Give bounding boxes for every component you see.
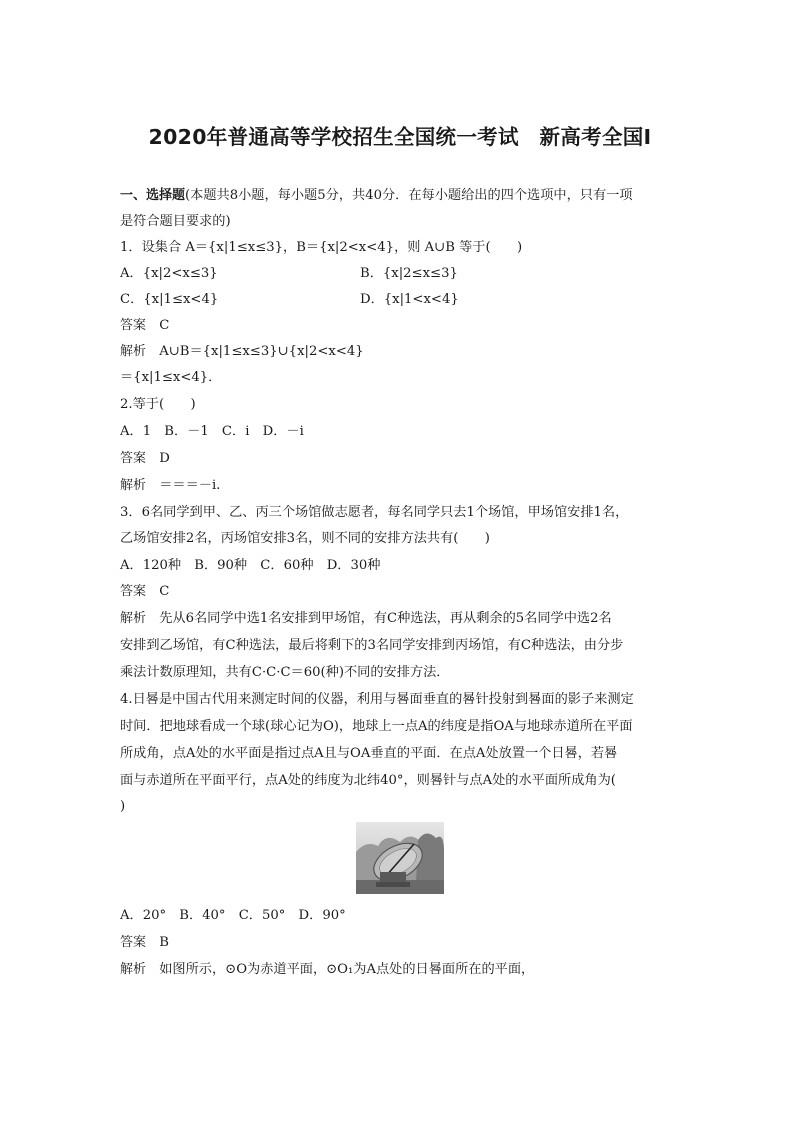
q3-stem-line-2: 乙场馆安排2名，丙场馆安排3名，则不同的安排方法共有( ) [120,531,490,546]
q1-option-d: D．{x|1<x<4} [360,292,459,307]
q3-analysis-line-2: 安排到乙场馆，有C种选法，最后将剩下的3名同学安排到丙场馆，有C种选法，由分步 [120,638,624,653]
q4-answer-line [120,934,169,952]
q3-answer-label: 答案 [120,584,147,599]
q1-answer-line [120,317,169,335]
q1-analysis-line-2: ＝{x|1≤x<4}． [120,370,222,385]
q4-stem-line-4: 面与赤道所在平面平行，点A处的纬度为北纬40°，则晷针与点A处的水平面所成角为( [120,773,616,788]
q1-option-row-1 [120,265,218,283]
q4-analysis-label: 解析 [120,962,147,977]
q4-stem-line-3: 所成角，点A处的水平面是指过点A且与OA垂直的平面．在点A处放置一个日晷，若晷 [120,746,618,761]
q3-analysis-label: 解析 [120,611,147,626]
sundial-illustration [356,822,444,894]
q3-answer-line [120,583,169,601]
q4-options: A．20° B．40° C．50° D．90° [120,908,346,923]
q2-analysis-label: 解析 [120,478,147,493]
q4-stem-line-5: ) [120,799,126,814]
q3-analysis-line-1: 解析 先从6名同学中选1名安排到甲场馆，有C种选法，再从剩余的5名同学中选2名 [120,611,612,626]
q1-analysis-line-1: 解析 A∪B＝{x|1≤x≤3}∪{x|2<x<4} [120,344,364,359]
section-heading: 一、选择题 [120,188,186,203]
q4-stem-line-1: 4.日晷是中国古代用来测定时间的仪器，利用与晷面垂直的晷针投射到晷面的影子来测定 [120,692,634,707]
q3-analysis-line-3: 乘法计数原理知，共有C·C·C＝60(种)不同的安排方法． [120,665,450,680]
q1-option-b: B．{x|2≤x≤3} [360,266,458,281]
q2-answer-line [120,450,170,468]
section-intro-line-2: 是符合题目要求的) [120,214,231,229]
q4-answer: B [159,935,169,950]
q2-options: A．1 B．－1 C．i D．－i [120,424,304,439]
q4-answer-label: 答案 [120,935,147,950]
q2-stem: 2.等于( ) [120,397,196,412]
q1-answer-label: 答案 [120,318,147,333]
q1-analysis-label: 解析 [120,344,147,359]
q1-answer: C [159,318,170,333]
q4-analysis-line: 解析 如图所示，⊙O为赤道平面，⊙O₁为A点处的日晷面所在的平面， [120,962,535,977]
sundial-photo [356,822,444,894]
q2-answer: D [159,451,170,466]
q2-analysis-line: 解析 ＝＝＝－i. [120,478,221,493]
q1-option-c: C．{x|1≤x<4} [120,292,219,307]
q3-options: A．120种 B．90种 C．60种 D．30种 [120,558,381,573]
q3-stem-line-1: 3．6名同学到甲、乙、丙三个场馆做志愿者，每名同学只去1个场馆，甲场馆安排1名， [120,505,629,520]
section-intro-line-1: 一、选择题(本题共8小题，每小题5分，共40分．在每小题给出的四个选项中，只有一项 [120,188,633,203]
page-title: 2020年普通高等学校招生全国统一考试 新高考全国Ⅰ [148,125,652,149]
q1-option-a: A．{x|2<x≤3} [120,266,218,281]
q1-stem: 1．设集合 A＝{x|1≤x≤3}，B＝{x|2<x<4}，则 A∪B 等于( ) [120,240,523,255]
q4-stem-line-2: 时间．把地球看成一个球(球心记为O)，地球上一点A的纬度是指OA与地球赤道所在平面 [120,719,633,734]
q3-answer: C [159,584,170,599]
q2-answer-label: 答案 [120,451,147,466]
